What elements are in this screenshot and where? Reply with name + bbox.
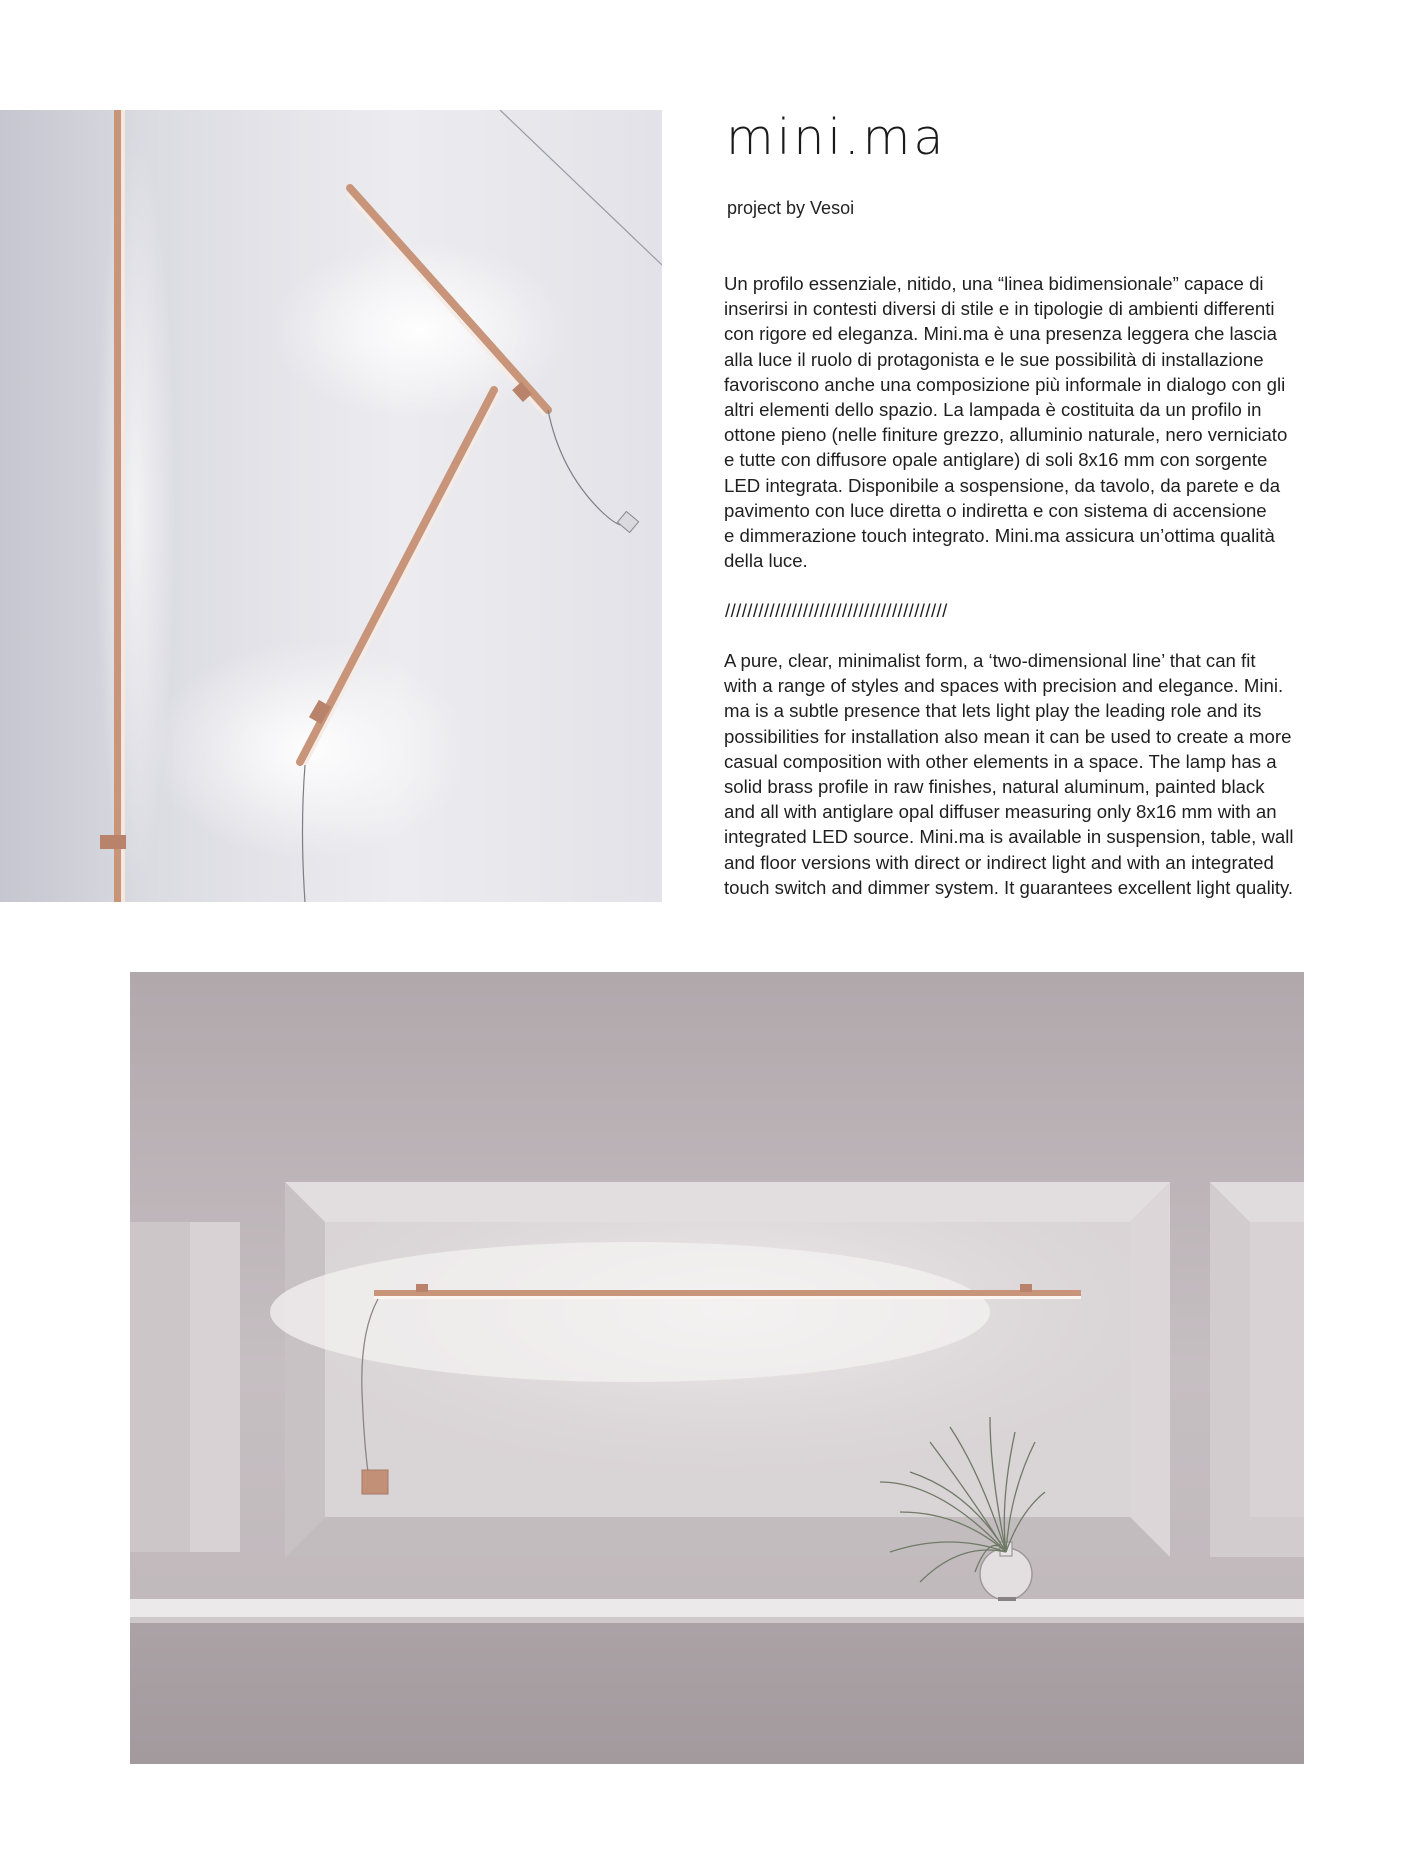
text-line: casual composition with other elements in a space. The lamp has a [724,750,1277,772]
text-line: integrated LED source. Mini.ma is available in suspension, table, wall [724,826,1294,848]
text-line: touch switch and dimmer system. It guarantees excellent light quality. [724,876,1294,898]
text-line: A pure, clear, minimalist form, a ‘two-dimensional line’ that can fit [724,650,1256,671]
product-title: mini.ma [726,109,947,166]
text-line: possibilities for installation also mean it can be used to create a more [724,725,1292,747]
text-line: solid brass profile in raw finishes, natural aluminum, painted black [724,776,1265,798]
text-line: with a range of styles and spaces with precision and elegance. Mini. [724,675,1284,697]
description-italian [724,271,1294,573]
text-line: e tutte con diffusore opale antiglare) di soli 8x16 mm con sorgente [724,449,1268,471]
section-divider: //////////////////////////////////////// [725,600,948,621]
text-line: pavimento con luce diretta o indiretta e con sistema di accensione [724,499,1267,521]
text-line: e dimmerazione touch integrato. Mini.ma assicura un’ottima qualità [724,525,1275,547]
photo-horizontal-lamp [130,972,1304,1764]
text-line: ottone pieno (nelle finiture grezzo, alluminio naturale, nero verniciato [724,424,1288,446]
product-credit: project by Vesoi [727,198,855,218]
photo-wall-lamps [0,110,662,902]
text-line: and all with antiglare opal diffuser measuring only 8x16 mm with an [724,801,1277,823]
text-line: con rigore ed eleganza. Mini.ma è una presenza leggera che lascia [724,323,1277,345]
text-line: ma is a subtle presence that lets light play the leading role and its [724,700,1262,722]
photo-horizontal-lamp-image [130,972,1304,1764]
text-line: LED integrata. Disponibile a sospensione, da tavolo, da parete e da [724,474,1281,496]
text-line: alla luce il ruolo di protagonista e le sue possibilità di installazione [724,348,1264,370]
text-line: favoriscono anche una composizione più informale in dialogo con gli [724,373,1286,395]
text-line: Un profilo essenziale, nitido, una “linea bidimensionale” capace di [724,273,1264,294]
text-line: altri elementi dello spazio. La lampada è costituita da un profilo in [724,399,1262,421]
photo-wall-lamps-image [0,110,662,902]
text-line: inserirsi in contesti diversi di stile e in tipologie di ambienti differenti [724,298,1275,320]
text-line: della luce. [724,550,808,572]
description-english [724,648,1294,900]
text-line: and floor versions with direct or indirect light and with an integrated [724,851,1274,873]
